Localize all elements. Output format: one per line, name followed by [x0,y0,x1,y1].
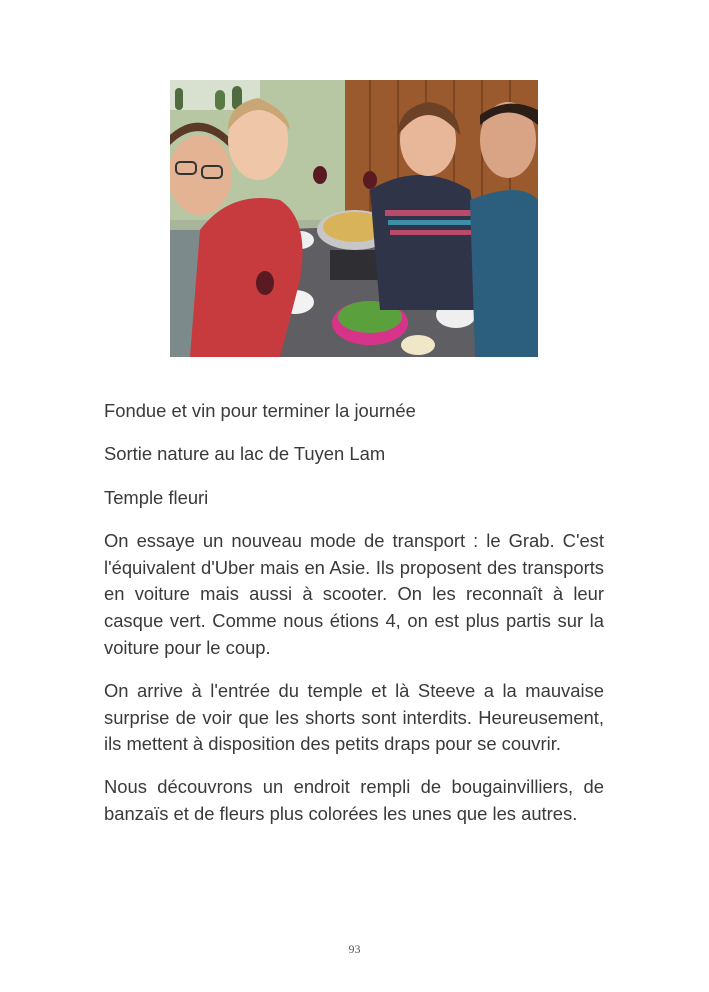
photo-illustration [170,80,538,357]
page-number: 93 [348,942,361,956]
paragraph: On arrive à l'entrée du temple et là Steeve a la mauvaise surprise de voir que les shorts sont interdits. Heureusement, ils mettent à disposition des petits draps pour se couvrir. [104,679,604,755]
photo-fondue-dinner [170,80,538,357]
photo-caption: Fondue et vin pour terminer la journée [104,400,416,421]
photo-caption: Sortie nature au lac de Tuyen Lam [104,443,386,465]
paragraph: On essaye un nouveau mode de transport : le Grab. C'est l'équivalent d'Uber mais en Asie. Ils proposent des transports en voiture mais aussi à scooter. On les reconnaît à leur casque vert. Comme nous étions 4, on est plus partis sur la voiture pour le coup. [104,529,604,659]
paragraph: Nous découvrons un endroit rempli de bougainvilliers, de banzaïs et de fleurs plus colorées les unes que les autres. [104,776,604,825]
photo-caption: Temple fleuri [104,486,209,508]
body-text [104,398,604,844]
